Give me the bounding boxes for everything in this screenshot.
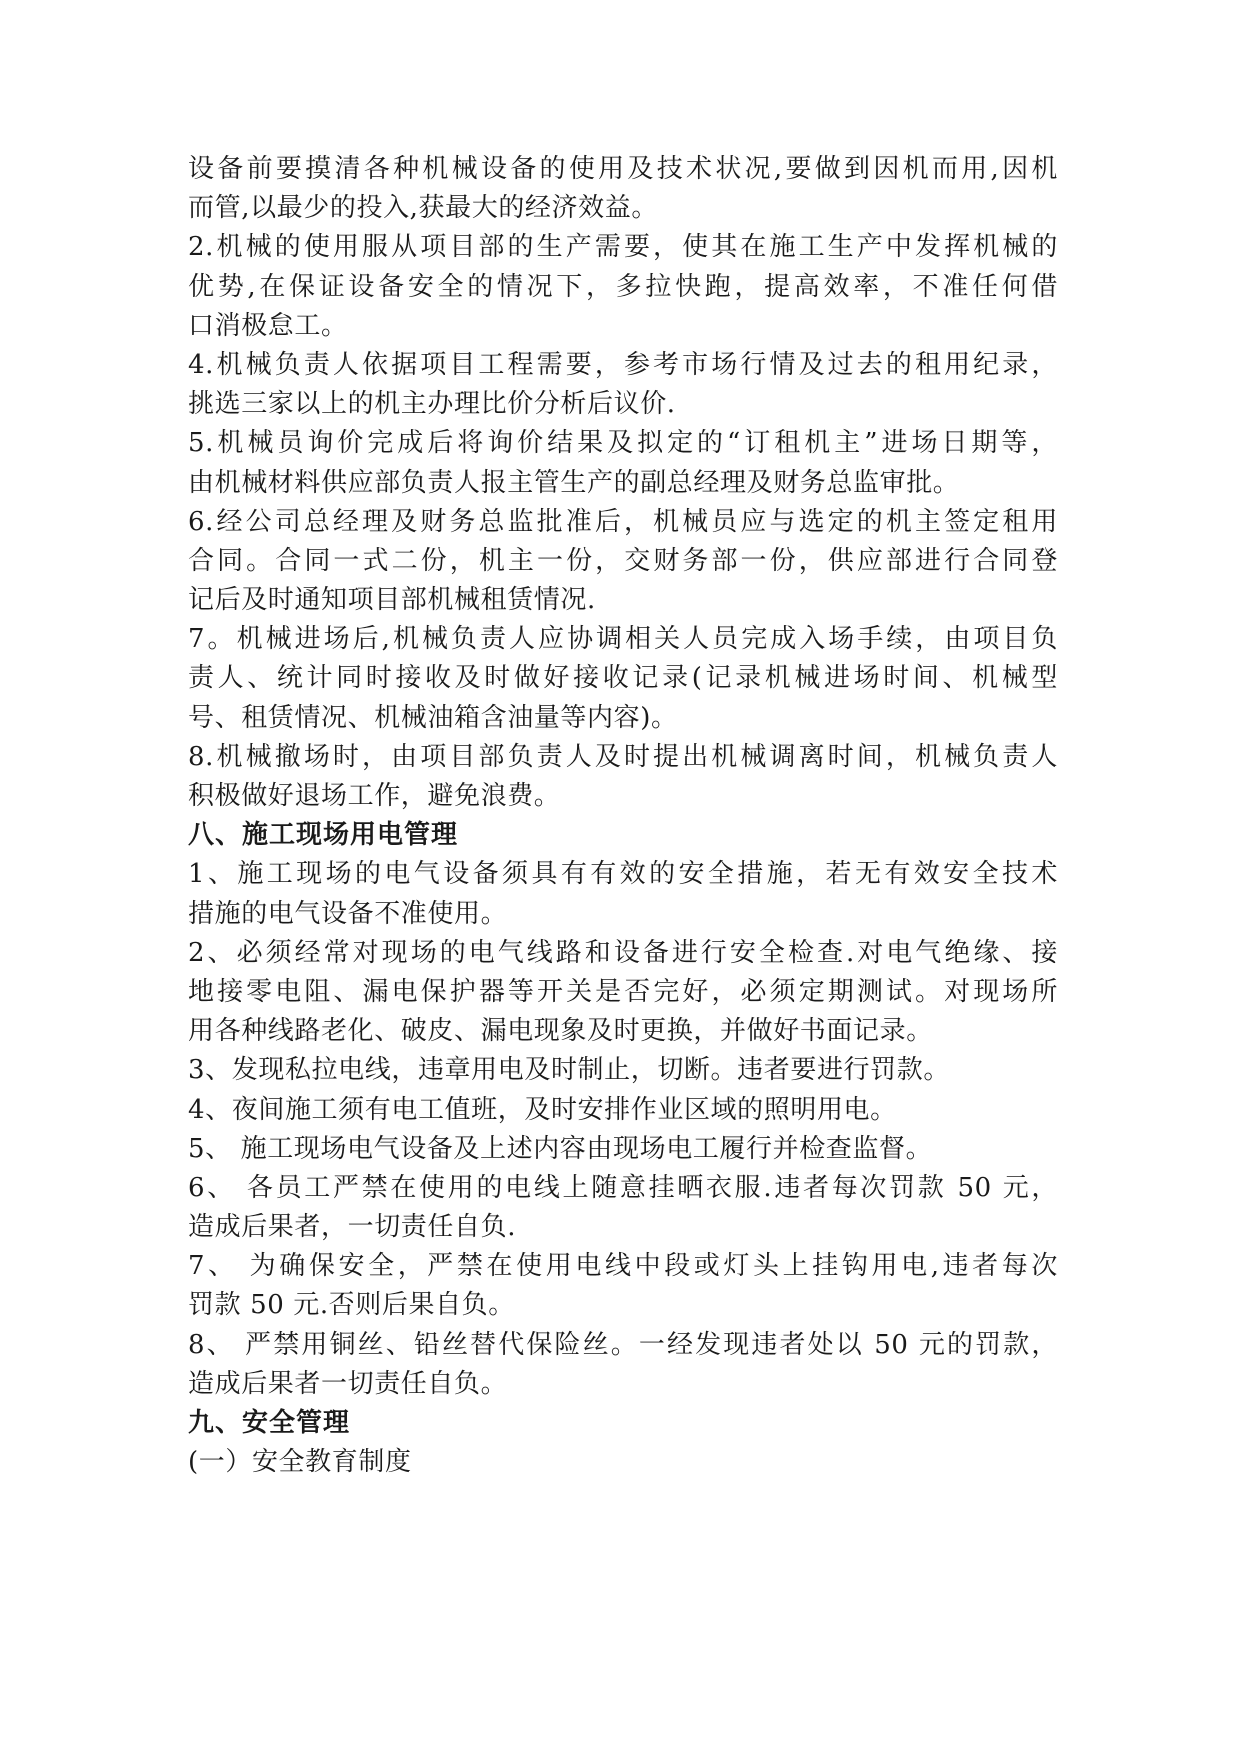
paragraph-line: 设备前要摸清各种机械设备的使用及技术状况,要做到因机而用,因机: [188, 154, 1058, 184]
paragraph-line: 合同。合同一式二份，机主一份，交财务部一份，供应部进行合同登: [188, 545, 1058, 576]
paragraph-line: 7。机械进场后,机械负责人应协调相关人员完成入场手续，由项目负: [188, 624, 1058, 655]
paragraph-line: 罚款 50 元.否则后果自负。: [188, 1290, 515, 1321]
paragraph-line: 4.机械负责人依据项目工程需要，参考市场行情及过去的租用纪录，: [188, 349, 1058, 380]
paragraph-line: 地接零电阻、漏电保护器等开关是否完好，必须定期测试。对现场所: [188, 976, 1058, 1007]
paragraph-line: 措施的电气设备不准使用。: [188, 898, 508, 929]
paragraph-line: 挑选三家以上的机主办理比价分析后议价.: [188, 389, 676, 420]
paragraph-line: 造成后果者，一切责任自负.: [188, 1212, 517, 1243]
paragraph-line: (一）安全教育制度: [188, 1447, 412, 1478]
paragraph-line: 由机械材料供应部负责人报主管生产的副总经理及财务总监审批。: [188, 467, 960, 498]
section-heading: 九、安全管理: [188, 1408, 351, 1438]
paragraph-line: 1、施工现场的电气设备须具有有效的安全措施，若无有效安全技术: [188, 859, 1058, 890]
paragraph-line: 8.机械撤场时，由项目部负责人及时提出机械调离时间，机械负责人: [188, 741, 1058, 772]
paragraph-line: 6、 各员工严禁在使用的电线上随意挂晒衣服.违者每次罚款 50 元，: [188, 1172, 1058, 1203]
paragraph-line: 3、发现私拉电线，违章用电及时制止，切断。违者要进行罚款。: [188, 1055, 950, 1086]
paragraph-line: 5.机械员询价完成后将询价结果及拟定的“订租机主”进场日期等，: [188, 428, 1058, 459]
paragraph-line: 号、租赁情况、机械油箱含油量等内容)。: [188, 702, 678, 733]
paragraph-line: 用各种线路老化、破皮、漏电现象及时更换，并做好书面记录。: [188, 1016, 933, 1047]
paragraph-line: 积极做好退场工作，避免浪费。: [188, 781, 561, 811]
paragraph-line: 记后及时通知项目部机械租赁情况.: [188, 585, 596, 616]
paragraph-line: 8、 严禁用铜丝、铅丝替代保险丝。一经发现违者处以 50 元的罚款，: [188, 1329, 1058, 1360]
paragraph-line: 2、必须经常对现场的电气线路和设备进行安全检查.对电气绝缘、接: [188, 937, 1058, 968]
section-heading: 八、施工现场用电管理: [188, 820, 459, 851]
paragraph-line: 责人、统计同时接收及时做好接收记录(记录机械进场时间、机械型: [188, 663, 1058, 694]
paragraph-line: 2.机械的使用服从项目部的生产需要，使其在施工生产中发挥机械的: [188, 232, 1058, 263]
paragraph-line: 而管,以最少的投入,获最大的经济效益。: [188, 193, 658, 224]
paragraph-line: 口消极怠工。: [188, 310, 348, 341]
paragraph-line: 优势,在保证设备安全的情况下，多拉快跑，提高效率，不准任何借: [188, 271, 1058, 302]
paragraph-line: 6.经公司总经理及财务总监批准后，机械员应与选定的机主签定租用: [188, 506, 1058, 537]
paragraph-line: 造成后果者一切责任自负。: [188, 1368, 508, 1399]
paragraph-line: 4、夜间施工须有电工值班，及时安排作业区域的照明用电。: [188, 1094, 897, 1125]
document-body: [188, 150, 1058, 1482]
paragraph-line: 7、 为确保安全，严禁在使用电线中段或灯头上挂钩用电,违者每次: [188, 1251, 1058, 1282]
paragraph-line: 5、 施工现场电气设备及上述内容由现场电工履行并检查监督。: [188, 1133, 933, 1164]
